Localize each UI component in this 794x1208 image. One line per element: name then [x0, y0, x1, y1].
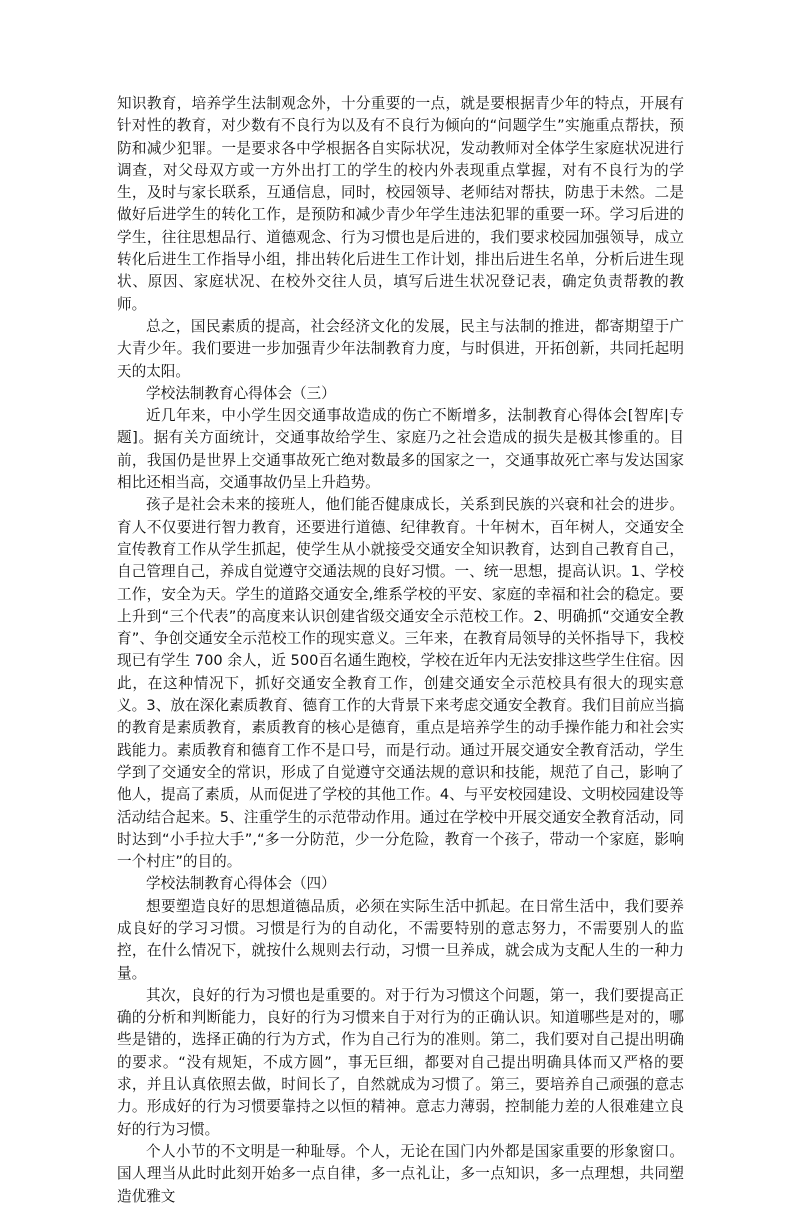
paragraph-traffic-accidents: 近几年来，中小学生因交通事故造成的伤亡不断增多，法制教育心得体会[智库|专题]。据有关方面统计，交通事故给学生、家庭乃之社会造成的损失是极其惨重的。目前，我国仍是世界上交通事故死亡绝对数最多的国家之一，交通事故死亡率与发达国家相比还相当高，交通事故仍呈上升趋势。: [117, 407, 684, 492]
paragraph-study-habits: 想要塑造良好的思想道德品质，必须在实际生活中抓起。在日常生活中，我们要养成良好的学习习惯。习惯是行为的自动化，不需要特别的意志努力，不需要别人的监控，在什么情况下，就按什么规则去行动，习惯一旦养成，就会成为支配人生的一种力量。: [117, 897, 684, 982]
paragraph-personal-civility: 个人小节的不文明是一种耻辱。个人，无论在国门内外都是国家重要的形象窗口。国人理当从此时此刻开始多一点自律，多一点礼让，多一点知识，多一点理想，共同塑造优雅文: [117, 1142, 684, 1205]
section-heading-3: 学校法制教育心得体会（三）: [146, 384, 336, 402]
section-heading-4: 学校法制教育心得体会（四）: [146, 875, 336, 893]
paragraph-traffic-safety-education: 孩子是社会未来的接班人，他们能否健康成长，关系到民族的兴衰和社会的进步。育人不仅要进行智力教育，还要进行道德、纪律教育。十年树木，百年树人，交通安全宣传教育工作从学生抓起，使学生从小就接受交通安全知识教育，达到自己教育自己，自己管理自己，养成自觉遵守交通法规的良好习惯。一、统一思想，提高认识。1、学校工作，安全为天。学生的道路交通安全,维系学校的平安、家庭的幸福和社会的稳定。要上升到“三个代表”的高度来认识创建省级交通安全示范校工作。2、明确抓“交通安全教育”、争创交通安全示范校工作的现实意义。三年来，在教育局领导的关怀指导下，我校现已有学生 700 余人，近 500百名通生跑校，学校在近年内无法安排这些学生住宿。因此，在这种情况下，抓好交通安全教育工作，创建交通安全示范校具有很大的现实意义。3、放在深化素质教育、德育工作的大背景下来考虑交通安全教育。我们目前应当搞的教育是素质教育，素质教育的核心是德育，重点是培养学生的动手操作能力和社会实践能力。素质教育和德育工作不是口号，而是行动。通过开展交通安全教育活动，学生学到了交通安全的常识，形成了自觉遵守交通法规的意识和技能，规范了自己，影响了他人，提高了素质，从而促进了学校的其他工作。4、与平安校园建设、文明校园建设等活动结合起来。5、注重学生的示范带动作用。通过在学校中开展交通安全教育活动，同时达到“小手拉大手”,“多一分防范，少一分危险，教育一个孩子，带动一个家庭，影响一个村庄”的目的。: [117, 496, 684, 871]
paragraph-legal-education-intro: 知识教育，培养学生法制观念外，十分重要的一点，就是要根据青少年的特点，开展有针对性的教育，对少数有不良行为以及有不良行为倾向的“问题学生”实施重点帮扶，预防和减少犯罪。一是要求各中学根据各自实际状况，发动教师对全体学生家庭状况进行调查，对父母双方或一方外出打工的学生的校内外表现重点掌握，对有不良行为的学生，及时与家长联系，互通信息，同时，校园领导、老师结对帮扶，防患于未然。二是做好后进学生的转化工作，是预防和减少青少年学生违法犯罪的重要一环。学习后进的学生，往往思想品行、道德观念、行为习惯也是后进的，我们要求校园加强领导，成立转化后进生工作指导小组，排出转化后进生工作计划，排出后进生名单，分析后进生现状、原因、家庭状况、在校外交往人员，填写后进生状况登记表，确定负责帮教的教师。: [117, 95, 684, 313]
paragraph-conclusion: 总之，国民素质的提高，社会经济文化的发展，民主与法制的推进，都寄期望于广大青少年。我们要进一步加强青少年法制教育力度，与时俱进，开拓创新，共同托起明天的太阳。: [117, 317, 684, 380]
paragraph-behavior-habits: 其次，良好的行为习惯也是重要的。对于行为习惯这个问题，第一，我们要提高正确的分析和判断能力，良好的行为习惯来自于对行为的正确认识。知道哪些是对的，哪些是错的，选择正确的行为方式，作为自己行为的准则。第二，我们要对自己提出明确的要求。“没有规矩，不成方圆”，事无巨细，都要对自己提出明确具体而又严格的要求，并且认真依照去做，时间长了，自然就成为习惯了。第三，要培养自己顽强的意志力。形成好的行为习惯要靠持之以恒的精神。意志力薄弱，控制能力差的人很难建立良好的行为习惯。: [117, 986, 684, 1138]
